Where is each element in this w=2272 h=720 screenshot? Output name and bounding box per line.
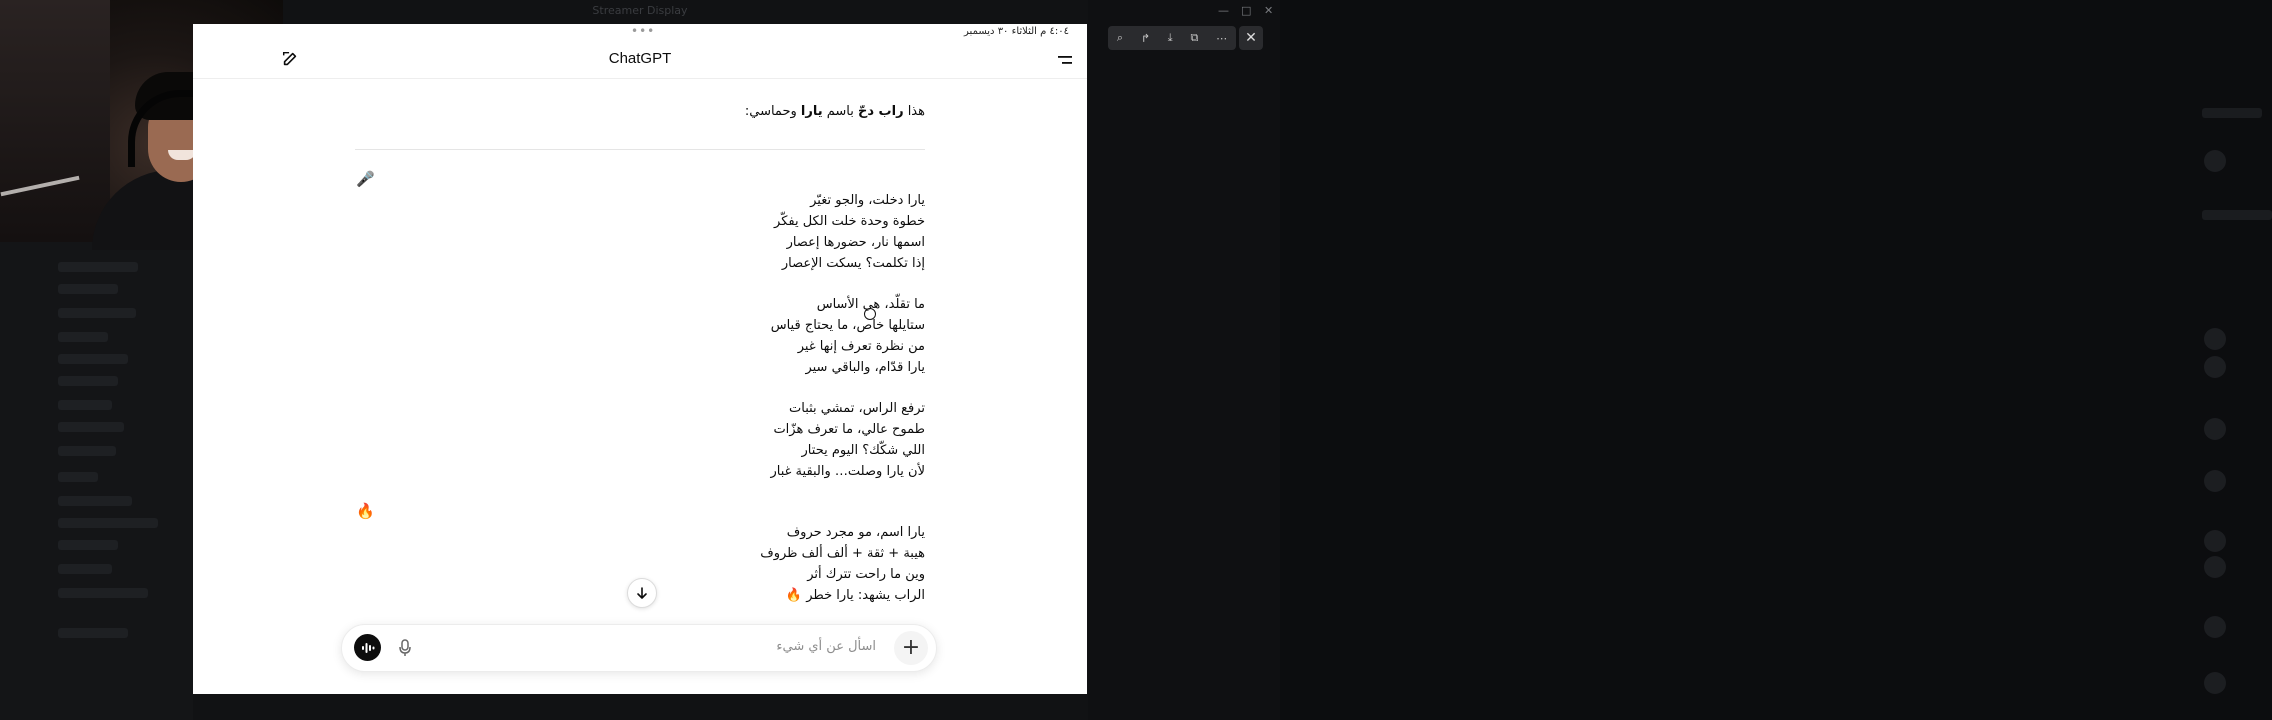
lyric-line: خطوة وحدة خلت الكل يفكّر: [774, 214, 925, 229]
lyric-line: اسمها نار، حضورها إعصار: [786, 235, 925, 250]
divider: [355, 149, 925, 150]
lyric-line: يارا اسم، مو مجرد حروف: [786, 525, 925, 540]
minimize-icon[interactable]: —: [1218, 4, 1229, 17]
mouse-cursor: [864, 308, 876, 320]
more-icon[interactable]: ⋯: [1216, 31, 1228, 45]
microphone-icon[interactable]: [398, 639, 412, 657]
voice-mode-button[interactable]: [354, 634, 381, 661]
lyric-line: إذا تكلمت؟ يسكت الإعصار: [781, 256, 925, 271]
conversation-area: [193, 78, 1087, 624]
download-icon[interactable]: ⤓: [1167, 31, 1173, 44]
app-title: ChatGPT: [608, 50, 672, 67]
scroll-down-button[interactable]: [627, 578, 657, 608]
open-icon[interactable]: ⧉: [1190, 31, 1199, 44]
lyric-line: طموح عالي، ما تعرف هزّات: [773, 422, 925, 437]
app-header: [193, 42, 1087, 79]
window-close-icon[interactable]: ✕: [1264, 4, 1274, 17]
fire-emoji: 🔥: [356, 502, 375, 520]
maximize-icon[interactable]: □: [1241, 4, 1252, 17]
message-input[interactable]: اسأل عن أي شيء: [776, 639, 876, 654]
lyric-line: هيبة + ثقة + ألف ألف ظروف: [760, 546, 925, 561]
lyric-line: يارا دخلت، والجو تغيّر: [810, 193, 925, 208]
share-icon[interactable]: ↱: [1140, 31, 1151, 45]
background-window-title: Streamer Display: [592, 4, 688, 17]
lyric-line: وين ما راحت تترك أثر: [807, 567, 925, 582]
lyric-line: من نظرة تعرف إنها غير: [797, 339, 925, 354]
message-composer[interactable]: [341, 624, 937, 672]
attach-button[interactable]: +: [894, 631, 928, 665]
arrow-down-icon: [635, 586, 649, 600]
image-viewer-toolbar: [1108, 26, 1236, 50]
status-bar: [193, 24, 1087, 42]
lyric-line: اللي شكّك؟ اليوم يحتار: [801, 443, 925, 458]
sidebar-menu-icon[interactable]: [1058, 54, 1072, 66]
background-member-rows: [1088, 0, 1280, 720]
drag-handle[interactable]: •••: [631, 24, 656, 38]
assistant-intro: هذا راب دحّ باسم يارا وحماسي:: [744, 104, 925, 119]
lyric-line: ستايلها خاص، ما يحتاج قياس: [770, 318, 925, 333]
lyric-line: ما تقلّد، هي الأساس: [816, 297, 925, 312]
lyric-line: الراب يشهد: يارا خطر 🔥: [785, 588, 925, 603]
zoom-icon[interactable]: ⌕: [1116, 31, 1124, 44]
background-sidebar: [0, 240, 193, 720]
waveform-icon: [361, 642, 375, 654]
viewer-close-button[interactable]: ✕: [1239, 26, 1263, 50]
status-time: ٤:٠٤ م الثلاثاء ٣٠ ديسمبر: [964, 26, 1069, 37]
lyric-line: يارا قدّام، والباقي سير: [805, 360, 925, 375]
lyric-line: لأن يارا وصلت… والبقية غبار: [770, 464, 925, 479]
microphone-emoji: 🎤: [356, 170, 375, 188]
chatgpt-window: [193, 24, 1087, 694]
lyric-line: ترفع الراس، تمشي بثبات: [789, 401, 925, 416]
